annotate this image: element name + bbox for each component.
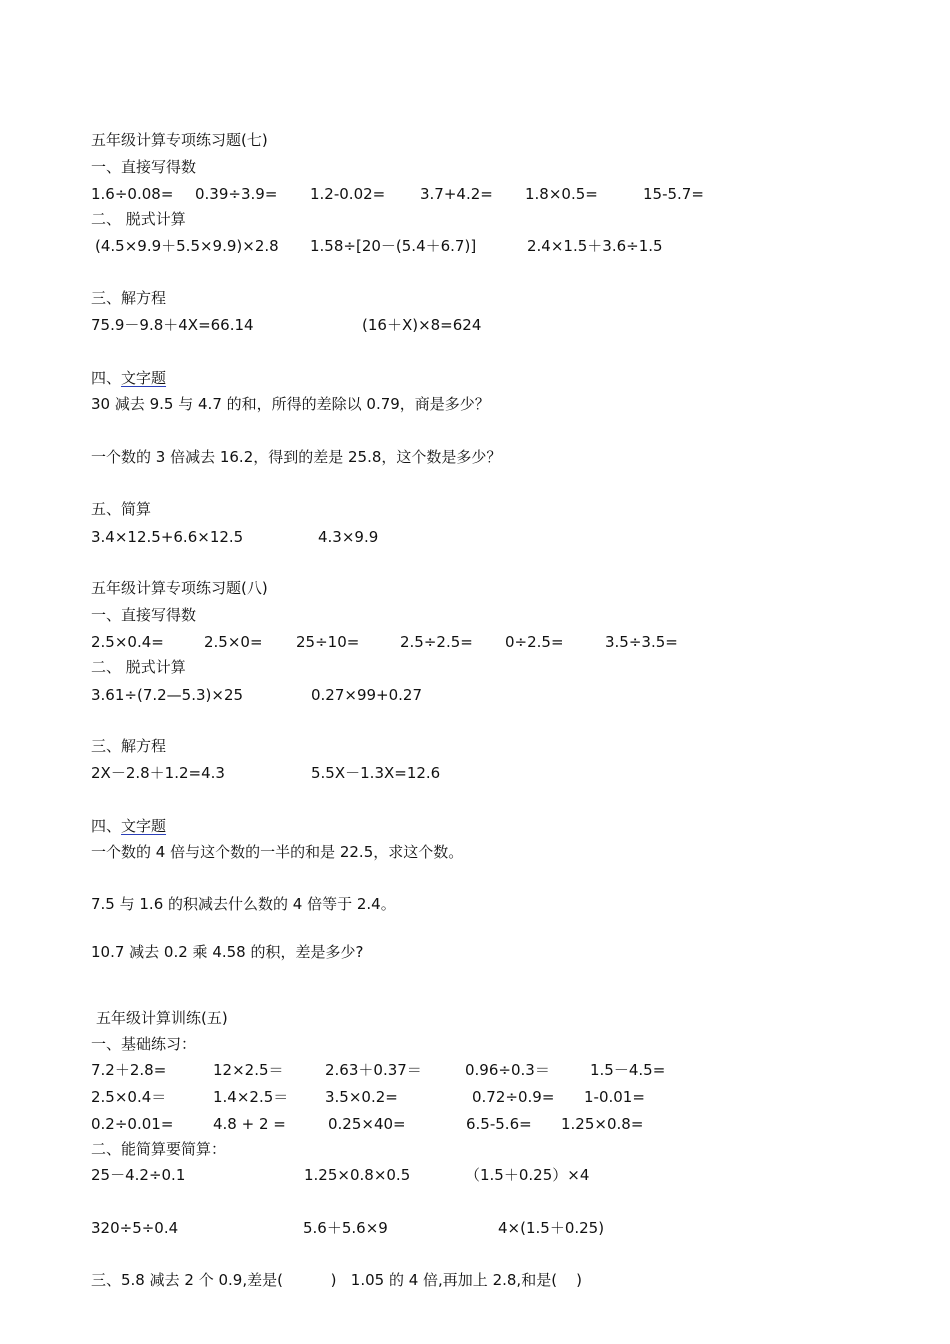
expression: 2.4×1.5＋3.6÷1.5 xyxy=(527,237,663,255)
expression: 4.3×9.9 xyxy=(318,528,379,546)
expression: 25－4.2÷0.1 xyxy=(91,1166,186,1184)
expression: （1.5＋0.25）×4 xyxy=(465,1166,590,1184)
expression: 3.61÷(7.2—5.3)×25 xyxy=(91,686,244,704)
word-problems-link[interactable]: 文字题 xyxy=(121,817,167,835)
expression: 0.72÷0.9= xyxy=(472,1088,555,1106)
expression: 0.25×40= xyxy=(328,1115,406,1133)
expression: 5.6＋5.6×9 xyxy=(303,1219,388,1237)
expression: 1.5－4.5= xyxy=(590,1061,666,1079)
document-page: 五年级计算专项练习题(七) 一、直接写得数 1.6÷0.08= 0.39÷3.9= 1.2-0.02= 3.7+4.2= 1.8×0.5= 15-5.7= 二、 脱式计算 (4.5×9.9＋5.5×9.9)×2.8 1.58÷[20－(5.4＋6.7)] 2.4×1.5＋3.6÷1.5 三、解方程 75.9－9.8＋4X=66.14 (16＋X)×8=624 四、文字题 30 减去 9.5 与 4.7 的和，所得的差除以 0.79，商是多少？ 一个数的 3 倍减去 16.2，得到的差是 25.8，这个数是多少？ 五、简算 3.4×12.5+6.6×12.5 4.3×9.9 五年级计算专项练习题(八) 一、直接写得数 2.5×0.4= 2.5×0= 25÷10= 2.5÷2.5= 0÷2.5= 3.5÷3.5= 二、 脱式计算 3.61÷(7.2—5.3)×25 0.27×99+0.27 三、解方程 2X－2.8＋1.2=4.3 5.5X－1.3X=12.6 四、文字题 一个数的 4 倍与这个数的一半的和是 22.5，求这个数。 7.5 与 1.6 的积减去什么数的 4 倍等于 2.4。 10.7 减去 0.2 乘 4.58 的积，差是多少? 五年级计算训练(五) 一、基础练习： 7.2＋2.8= 12×2.5＝ 2.63＋0.37＝ 0.96÷0.3＝ 1.5－4.5= 2.5×0.4＝ 1.4×2.5＝ 3.5×0.2= 0.72÷0.9= 1-0.01= 0.2÷0.01= 4.8 + 2 = 0.25×40= 6.5-5.6= 1.25×0.8= 二、能简算要简算： 25－4.2÷0.1 1.25×0.8×0.5 （1.5＋0.25）×4 320÷5÷0.4 5.6＋5.6×9 4×(1.5＋0.25) 三、5.8 减去 2 个 0.9,差是( ) 1.05 的 4 倍,再加上 2.8,和是( ) xyxy=(91,131,704,1289)
expression: 25÷10= xyxy=(296,633,360,651)
expression: 0.39÷3.9= xyxy=(195,185,278,203)
expression: 1-0.01= xyxy=(584,1088,645,1106)
expression: 0.27×99+0.27 xyxy=(311,686,423,704)
equation: 75.9－9.8＋4X=66.14 xyxy=(91,316,254,334)
expression: 15-5.7= xyxy=(643,185,704,203)
expression: 0.2÷0.01= xyxy=(91,1115,174,1133)
expression: 3.5÷3.5= xyxy=(605,633,678,651)
expression: 7.2＋2.8= xyxy=(91,1061,167,1079)
expression: 0÷2.5= xyxy=(505,633,564,651)
expression: 4×(1.5＋0.25) xyxy=(498,1219,605,1237)
expression: 2.5×0.4= xyxy=(91,633,164,651)
expression: 1.8×0.5= xyxy=(525,185,598,203)
expression: 1.58÷[20－(5.4＋6.7)] xyxy=(310,237,477,255)
expression: 0.96÷0.3＝ xyxy=(465,1061,550,1079)
expression: 12×2.5＝ xyxy=(213,1061,284,1079)
expression: (4.5×9.9＋5.5×9.9)×2.8 xyxy=(95,237,279,255)
expression: 1.25×0.8= xyxy=(561,1115,644,1133)
expression: 2.5÷2.5= xyxy=(400,633,473,651)
expression: 2.63＋0.37＝ xyxy=(325,1061,422,1079)
expression: 320÷5÷0.4 xyxy=(91,1219,179,1237)
expression: 1.6÷0.08= xyxy=(91,185,174,203)
expression: 4.8 + 2 = xyxy=(213,1115,286,1133)
equation: 5.5X－1.3X=12.6 xyxy=(311,764,441,782)
expression: 3.7+4.2= xyxy=(420,185,493,203)
expression: 1.2-0.02= xyxy=(310,185,386,203)
expression: 1.4×2.5＝ xyxy=(213,1088,289,1106)
expression: 2.5×0.4＝ xyxy=(91,1088,167,1106)
expression: 6.5-5.6= xyxy=(466,1115,532,1133)
expression: 3.4×12.5+6.6×12.5 xyxy=(91,528,244,546)
expression: 3.5×0.2= xyxy=(325,1088,398,1106)
equation: 2X－2.8＋1.2=4.3 xyxy=(91,764,225,782)
expression: 2.5×0= xyxy=(204,633,263,651)
word-problems-link[interactable]: 文字题 xyxy=(121,369,167,387)
expression: 1.25×0.8×0.5 xyxy=(304,1166,411,1184)
equation: (16＋X)×8=624 xyxy=(362,316,482,334)
